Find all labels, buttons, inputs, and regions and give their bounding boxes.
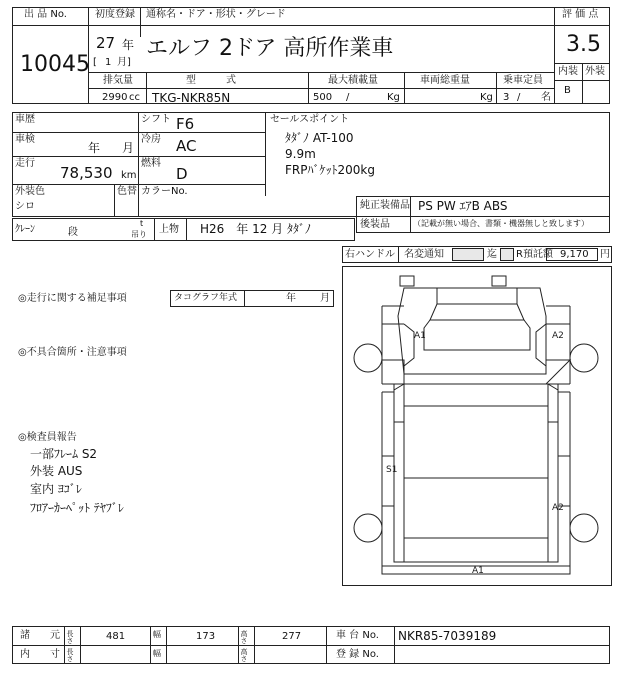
inspection-label: 車検 — [15, 134, 35, 145]
inspector-line-4: ﾌﾛｱｰｶｰﾍﾟｯﾄ ﾃﾔﾌﾞﾚ — [30, 501, 124, 515]
mileage-value: 78,530 — [60, 164, 113, 182]
mark-front-left: A1 — [414, 331, 426, 341]
height-value: 277 — [282, 631, 302, 642]
interior-grade: B — [564, 85, 571, 96]
right-hand-label: 右ハンドル — [345, 249, 395, 260]
inspector-line-2: 外装 AUS — [30, 464, 83, 478]
fuel-value: D — [176, 165, 188, 183]
inner-width-label: 幅 — [153, 649, 161, 658]
car-name-label: 通称名・ドア・形状・グレード — [146, 9, 286, 20]
first-reg-label: 初度登録 — [95, 9, 135, 20]
upper-date: H26 年 12 月 ﾀﾀﾞﾉ — [200, 222, 312, 236]
lot-number: 10045 — [20, 52, 90, 77]
until-label: 迄 — [487, 249, 497, 260]
ext-color-label: 外装色 — [15, 186, 45, 197]
reg-year-unit: 年 — [122, 38, 135, 52]
chassis-value: NKR85-7039189 — [398, 629, 497, 643]
capacity-value: 3 — [503, 92, 510, 103]
inner-length-label: 長さ — [66, 648, 74, 662]
upper-label: 上物 — [159, 224, 179, 235]
color-change-label: 色替 — [117, 186, 137, 197]
sales-point-line-2: 9.9m — [285, 147, 316, 161]
sales-point-label: セールスポイント — [270, 114, 350, 125]
width-label: 幅 — [153, 630, 161, 639]
lot-label: 出 品 No. — [24, 9, 67, 20]
reg-month-close: 月] — [117, 57, 131, 68]
wheel-rear-left-icon — [354, 514, 382, 542]
inspection-month-unit: 月 — [122, 141, 135, 155]
model-label: 型 式 — [186, 75, 236, 86]
recycle-unit: 円 — [600, 249, 610, 260]
ac-label: 冷房 — [141, 134, 161, 145]
reg-no-label: 登 録 No. — [336, 649, 379, 660]
tachograph-year-unit: 年 — [286, 293, 296, 304]
length-label: 長さ — [66, 630, 74, 644]
color-code-label: カラーNo. — [141, 186, 188, 197]
mark-front-right: A2 — [552, 331, 564, 341]
mirror-right-icon — [492, 276, 506, 286]
defects-label: ◎不具合箇所・注意事項 — [18, 347, 127, 358]
shift-value: F6 — [176, 115, 195, 133]
max-load-unit: Kg — [387, 92, 400, 103]
ext-color-value: シロ — [15, 201, 35, 212]
equipment-value: PS PW ｴｱB ABS — [418, 199, 508, 213]
capacity-unit: 名 — [541, 92, 551, 103]
crane-stage-unit: 段 — [68, 227, 78, 238]
capacity-sep: / — [517, 92, 521, 103]
shift-label: シフト — [141, 114, 171, 125]
ac-value: AC — [176, 137, 197, 155]
bed-outline — [394, 384, 558, 562]
name-change-label: 名変通知 — [404, 249, 444, 260]
mark-side-left: S1 — [386, 465, 398, 475]
inner-height-label: 高さ — [240, 648, 248, 662]
displacement-value: 2990 — [102, 92, 128, 103]
mark-rear: A1 — [472, 566, 484, 576]
width-value: 173 — [196, 631, 216, 642]
mark-rear-right: A2 — [552, 503, 564, 513]
rating-value: 3.5 — [566, 32, 601, 57]
recycle-value: 9,170 — [560, 249, 589, 260]
reg-month-open: [ — [93, 57, 97, 68]
interior-label: 内装 — [558, 66, 578, 77]
exterior-label: 外装 — [585, 66, 605, 77]
driving-notes-label: ◎走行に関する補足事項 — [18, 293, 127, 304]
inner-dims-label: 内 寸 — [20, 649, 60, 660]
tachograph-month-unit: 月 — [320, 293, 330, 304]
max-load-sep: / — [346, 92, 350, 103]
gross-weight-unit: Kg — [480, 92, 493, 103]
inspector-line-3: 室内 ﾖｺﾞﾚ — [30, 482, 82, 496]
max-load-label: 最大積載量 — [328, 75, 378, 86]
model-value: TKG-NKR85N — [152, 91, 231, 105]
crane-ton-unit: t — [140, 219, 144, 228]
recycle-label: R預託額 — [516, 249, 553, 260]
aftermarket-note: （記載が無い場合、書類・機器無しと致します） — [413, 219, 589, 228]
mirror-left-icon — [400, 276, 414, 286]
car-name: エルフ 2ドア 高所作業車 — [146, 36, 394, 61]
wheel-front-right-icon — [570, 344, 598, 372]
chassis-label: 車 台 No. — [336, 630, 379, 641]
rating-label: 評 価 点 — [562, 9, 599, 20]
wheel-rear-right-icon — [570, 514, 598, 542]
gross-weight-label: 車両総重量 — [420, 75, 470, 86]
history-label: 車歴 — [15, 114, 35, 125]
max-load-value: 500 — [313, 92, 333, 103]
mileage-unit: km — [121, 170, 137, 181]
equipment-label: 純正装備品 — [360, 200, 410, 211]
tachograph-label: タコグラフ年式 — [174, 293, 238, 303]
mileage-label: 走行 — [15, 158, 35, 169]
displacement-unit: cc — [129, 92, 140, 103]
dims-label: 諸 元 — [20, 630, 60, 641]
crane-hang-unit: 吊り — [131, 230, 147, 239]
inspector-label: ◎検査員報告 — [18, 432, 77, 443]
crane-label: ｸﾚｰﾝ — [15, 224, 35, 235]
inspector-line-1: 一部ﾌﾚｰﾑ S2 — [30, 447, 98, 461]
name-change-checkbox[interactable] — [452, 248, 484, 261]
fuel-label: 燃料 — [141, 158, 161, 169]
truck-diagram — [342, 266, 612, 586]
reg-month: 1 — [105, 57, 112, 68]
wheel-front-left-icon — [354, 344, 382, 372]
capacity-label: 乗車定員 — [503, 75, 543, 86]
displacement-label: 排気量 — [103, 75, 133, 86]
length-value: 481 — [106, 631, 126, 642]
aftermarket-label: 後装品 — [360, 219, 390, 230]
height-label: 高さ — [240, 630, 248, 644]
inspection-year-unit: 年 — [88, 141, 101, 155]
sales-point-line-1: ﾀﾀﾞﾉ AT-100 — [285, 131, 354, 145]
blank-checkbox[interactable] — [500, 248, 514, 261]
reg-year: 27 — [96, 34, 116, 52]
sales-point-line-3: FRPﾊﾞｹｯﾄ200kg — [285, 163, 375, 177]
